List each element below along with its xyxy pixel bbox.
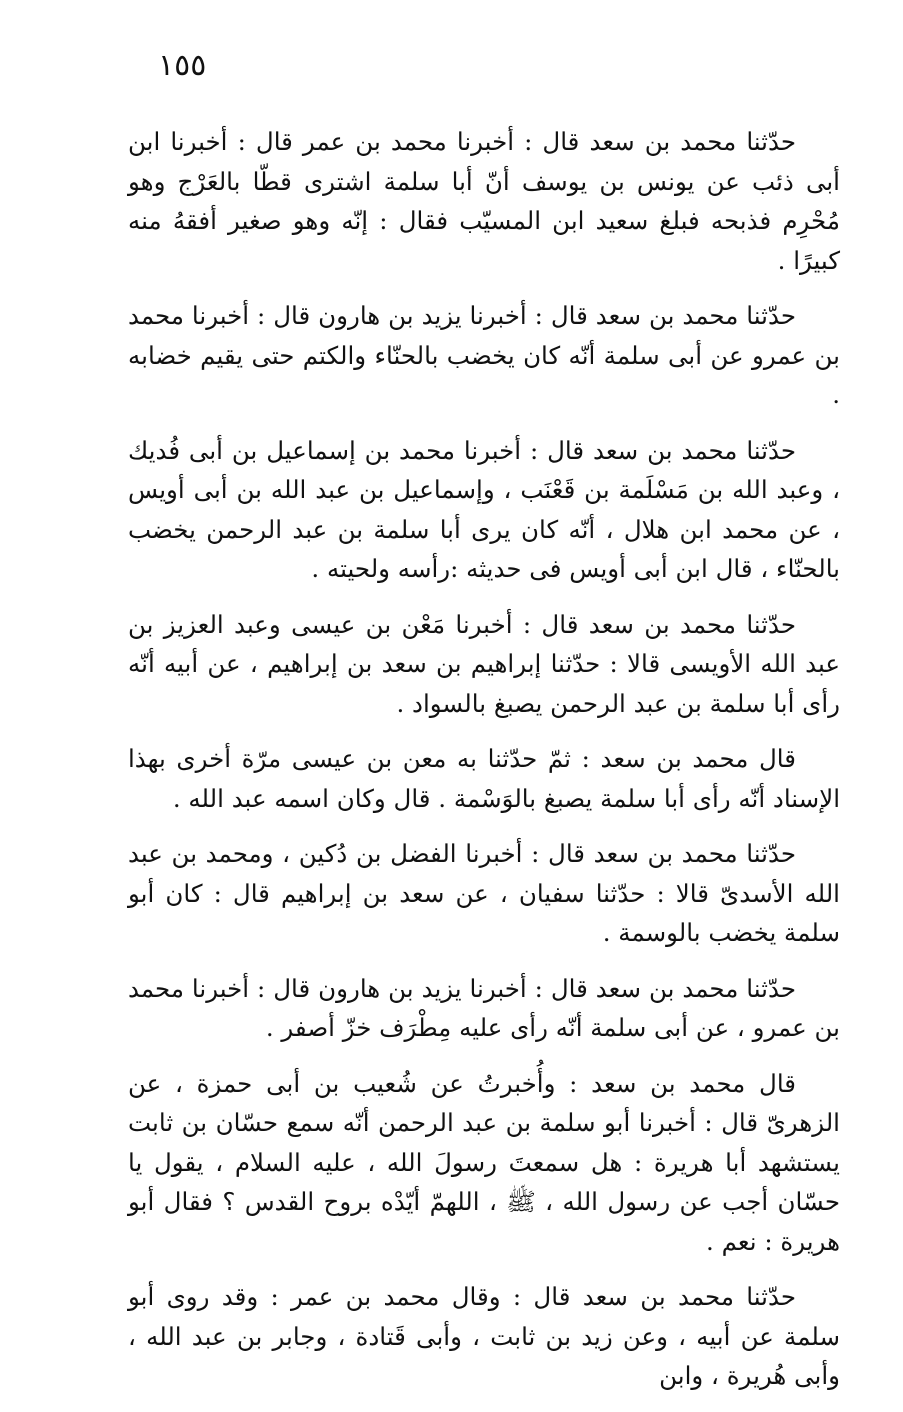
paragraph-4: حدّثنا محمد بن سعد قال : أخبرنا مَعْن بن عيسى وعبد العزيز بن عبد الله الأويسى قالا : حدّثنا إبراهيم بن سعد بن إبراهيم ، عن أبيه أنّه رأى أبا سلمة بن عبد الرحمن يصبغ بالسواد . [128, 609, 840, 718]
paragraph-3: حدّثنا محمد بن سعد قال : أخبرنا محمد بن إسماعيل بن أبى فُديك ، وعبد الله بن مَسْلَمة بن قَعْنَب ، وإسماعيل بن عبد الله بن أبى أويس ، عن محمد ابن هلال ، أنّه كان يرى أبا سلمة بن عبد الرحمن يخضب بالحنّاء ، قال ابن أبى أويس فى حديثه :رأسه ولحيته . [128, 435, 840, 583]
paragraph-1: حدّثنا محمد بن سعد قال : أخبرنا محمد بن عمر قال : أخبرنا ابن أبى ذئب عن يونس بن يوسف أنّ أبا سلمة اشترى قطّا بالعَرْج وهو مُحْرِم فذبحه فبلغ سعيد ابن المسيّب فقال : إنّه وهو صغير أفقهُ منه كبيرًا . [128, 127, 840, 275]
paragraph-7: حدّثنا محمد بن سعد قال : أخبرنا يزيد بن هارون قال : أخبرنا محمد بن عمرو ، عن أبى سلمة أنّه رأى عليه مِطْرَف خزّ أصفر . [128, 973, 840, 1042]
page-body [128, 122, 840, 1412]
page-number: ١٥٥ [158, 48, 207, 83]
paragraph-8: قال محمد بن سعد : وأُخبرتُ عن شُعيب بن أبى حمزة ، عن الزهرىّ قال : أخبرنا أبو سلمة بن عبد الرحمن أنّه سمع حسّان بن ثابت يستشهد أبا هريرة : هل سمعتَ رسولَ الله ، عليه السلام ، يقول يا حسّان أجب عن رسول الله ، ﷺ ، اللهمّ أيّدْه بروح القدس ؟ فقال أبو هريرة : نعم . [128, 1068, 840, 1256]
paragraph-2: حدّثنا محمد بن سعد قال : أخبرنا يزيد بن هارون قال : أخبرنا محمد بن عمرو عن أبى سلمة أنّه كان يخضب بالحنّاء والكتم حتى يقيم خضابه . [128, 301, 840, 409]
paragraph-6: حدّثنا محمد بن سعد قال : أخبرنا الفضل بن دُكين ، ومحمد بن عبد الله الأسدىّ قالا : حدّثنا سفيان ، عن سعد بن إبراهيم قال : كان أبو سلمة يخضب بالوسمة . [128, 839, 840, 947]
paragraph-9: حدّثنا محمد بن سعد قال : وقال محمد بن عمر : وقد روى أبو سلمة عن أبيه ، وعن زيد بن ثابت ، وأبى قَتادة ، وجابر بن عبد الله ، وأبى هُريرة ، وابن [128, 1282, 840, 1390]
paragraph-5: قال محمد بن سعد : ثمّ حدّثنا به معن بن عيسى مرّة أخرى بهذا الإسناد أنّه رأى أبا سلمة يصبغ بالوَسْمة . قال وكان اسمه عبد الله . [128, 744, 840, 813]
